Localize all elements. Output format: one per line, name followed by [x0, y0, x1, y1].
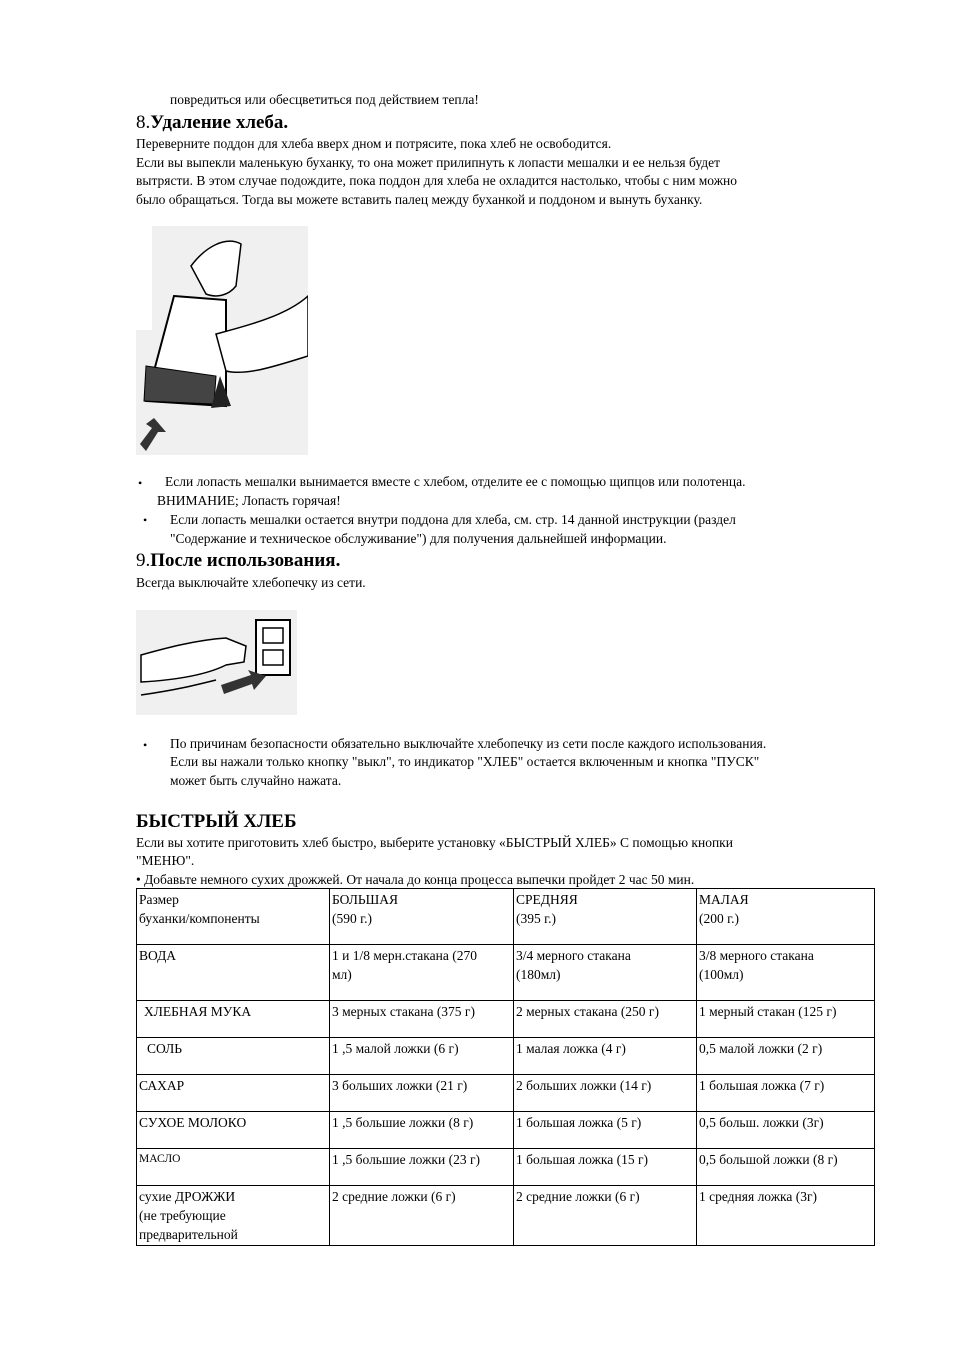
section-8-title: Удаление хлеба.	[150, 112, 289, 133]
header-cell: МАЛАЯ (200 г.)	[697, 889, 875, 945]
bullet-2-glyph: •	[143, 513, 148, 527]
section-9-bullet-line-3: может быть случайно нажата.	[170, 773, 342, 788]
table-cell: 1 большая ложка (5 г)	[514, 1112, 697, 1149]
ingredient-cell: МАСЛО	[137, 1149, 330, 1186]
section-8-number: 8.	[136, 112, 151, 133]
ingredient-cell: сухие ДРОЖЖИ (не требующие предварительной	[137, 1186, 330, 1246]
section-9-paragraph-1: Всегда выключайте хлебопечку из сети.	[136, 575, 366, 590]
bullet-2-line-1: Если лопасть мешалки остается внутри поддона для хлеба, см. стр. 14 данной инструкции (раздел	[170, 512, 736, 527]
table-row	[137, 1075, 875, 1112]
section-8-paragraph-2-line-3: было обращаться. Тогда вы можете вставить палец между буханкой и поддоном и вынуть буханку.	[136, 192, 703, 207]
section-9-number: 9.	[136, 550, 151, 571]
header-cell: Размер буханки/компоненты	[137, 889, 330, 945]
bullet-1-line-2: ВНИМАНИЕ; Лопасть горячая!	[157, 493, 341, 508]
ingredient-cell: ВОДА	[137, 945, 330, 1001]
ingredient-cell: САХАР	[137, 1075, 330, 1112]
table-cell: 1 средняя ложка (3г)	[697, 1186, 875, 1246]
header-cell: БОЛЬШАЯ (590 г.)	[330, 889, 514, 945]
table-row	[137, 1186, 875, 1246]
table-cell: 3 мерных стакана (375 г)	[330, 1001, 514, 1038]
table-row	[137, 889, 875, 945]
table-cell: 2 больших ложки (14 г)	[514, 1075, 697, 1112]
header-cell: СРЕДНЯЯ (395 г.)	[514, 889, 697, 945]
ingredient-cell: СУХОЕ МОЛОКО	[137, 1112, 330, 1149]
quick-bread-title: БЫСТРЫЙ ХЛЕБ	[136, 811, 297, 832]
ingredient-cell: ХЛЕБНАЯ МУКА	[137, 1001, 330, 1038]
table-cell: 1 большая ложка (15 г)	[514, 1149, 697, 1186]
table-row	[137, 945, 875, 1001]
table-cell: 2 средние ложки (6 г)	[330, 1186, 514, 1246]
section-9-title: После использования.	[150, 550, 341, 571]
quick-bread-paragraph-line-2: "МЕНЮ".	[136, 853, 195, 868]
table-cell: 1 малая ложка (4 г)	[514, 1038, 697, 1075]
table-row	[137, 1112, 875, 1149]
table-cell: 2 средние ложки (6 г)	[514, 1186, 697, 1246]
recipe-table	[136, 888, 875, 1246]
section-8-paragraph-2-line-1: Если вы выпекли маленькую буханку, то она может прилипнуть к лопасти мешалки и ее нельзя будет	[136, 155, 721, 170]
bullet-1-glyph: •	[138, 476, 143, 490]
section-8-heading	[136, 112, 288, 134]
table-cell: 0,5 малой ложки (2 г)	[697, 1038, 875, 1075]
table-cell: 3/4 мерного стакана (180мл)	[514, 945, 697, 1001]
top-line: повредиться или обесцветиться под действием тепла!	[170, 92, 479, 107]
section-9-bullet-line-2: Если вы нажали только кнопку "выкл", то индикатор "ХЛЕБ" остается включенным и кнопка "ПУСК"	[170, 754, 760, 769]
bread-removal-illustration	[136, 226, 308, 455]
table-cell: 3 больших ложки (21 г)	[330, 1075, 514, 1112]
table-cell: 0,5 большой ложки (8 г)	[697, 1149, 875, 1186]
table-cell: 1 мерный стакан (125 г)	[697, 1001, 875, 1038]
table-cell: 1 и 1/8 мерн.стакана (270 мл)	[330, 945, 514, 1001]
table-row	[137, 1001, 875, 1038]
quick-bread-paragraph-line-1: Если вы хотите приготовить хлеб быстро, выберите установку «БЫСТРЫЙ ХЛЕБ» С помощью кнопки	[136, 835, 733, 850]
table-cell: 1 ,5 большие ложки (23 г)	[330, 1149, 514, 1186]
bullet-3-glyph: •	[143, 738, 148, 752]
table-cell: 3/8 мерного стакана (100мл)	[697, 945, 875, 1001]
unplug-illustration	[136, 610, 297, 715]
bullet-2-line-2: "Содержание и техническое обслуживание") для получения дальнейшей информации.	[170, 531, 667, 546]
section-8-paragraph-2-line-2: вытрясти. В этом случае подождите, пока поддон для хлеба не охладится настолько, чтобы с ним можно	[136, 173, 738, 188]
table-cell: 0,5 больш. ложки (3г)	[697, 1112, 875, 1149]
section-9-heading	[136, 550, 340, 572]
bullet-1-line-1: Если лопасть мешалки вынимается вместе с хлебом, отделите ее с помощью щипцов или полотенца.	[165, 474, 746, 489]
section-9-bullet-line-1: По причинам безопасности обязательно выключайте хлебопечку из сети после каждого использования.	[170, 736, 767, 751]
table-cell: 1 ,5 большие ложки (8 г)	[330, 1112, 514, 1149]
table-row	[137, 1149, 875, 1186]
section-8-paragraph-1: Переверните поддон для хлеба вверх дном и потрясите, пока хлеб не освободится.	[136, 136, 612, 151]
table-cell: 2 мерных стакана (250 г)	[514, 1001, 697, 1038]
table-cell: 1 большая ложка (7 г)	[697, 1075, 875, 1112]
ingredient-cell: СОЛЬ	[137, 1038, 330, 1075]
quick-bread-yeast-note: • Добавьте немного сухих дрожжей. От начала до конца процесса выпечки пройдет 2 час 50 мин.	[136, 872, 695, 887]
table-row	[137, 1038, 875, 1075]
table-cell: 1 ,5 малой ложки (6 г)	[330, 1038, 514, 1075]
